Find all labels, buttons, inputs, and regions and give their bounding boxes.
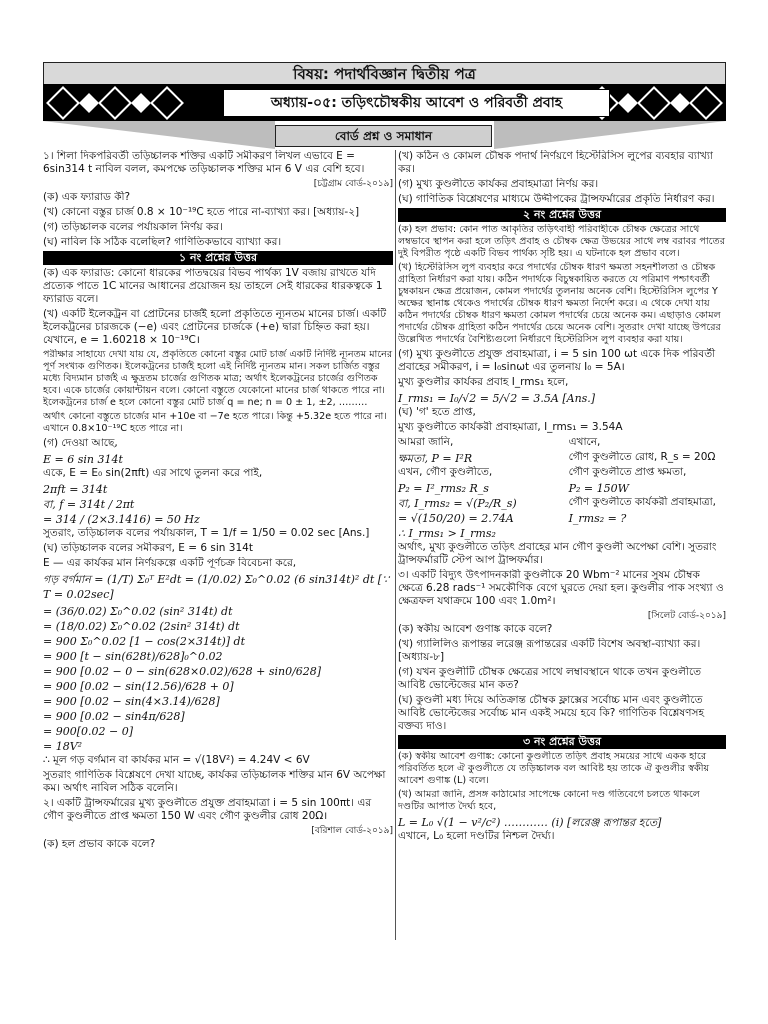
math-line: = 900 [0.02 − sin(4×3.14)/628] [43, 695, 220, 708]
question-3-source: [সিলেট বোর্ড-২০১৯] [647, 611, 726, 621]
calc-left-line: আমরা জানি, [398, 436, 454, 448]
math-line: = 314 / (2×3.1416) = 50 Hz [43, 513, 200, 526]
left-column [43, 150, 393, 853]
subject-title: বিষয়: পদার্থবিজ্ঞান দ্বিতীয় পত্র [43, 62, 726, 86]
answer-1-d-intro: E — এর কার্যকর মান নির্ণয়কল্পে একটি পূর্ণচক্র বিবেচনা করে, [43, 557, 297, 569]
chapter-banner [43, 84, 726, 121]
math-line: = 900 [0.02 − 0 − sin(628×0.02)/628 + sin0/628] [43, 665, 322, 678]
math-line: একে, E = E₀ sin(2πft) এর সাথে তুলনা করে পাই, [43, 467, 263, 479]
question-1-source: [চট্টগ্রাম বোর্ড-২০১৯] [313, 179, 393, 189]
section-title: বোর্ড প্রশ্ন ও সমাধান [275, 125, 492, 147]
math-line: L = L₀ √(1 − v²/c²) ………… (i) [লরেঞ্জ রূপান্তর হতে] [398, 816, 662, 829]
math-line: = 900 [0.02 − sin(12.56)/628 + 0] [43, 680, 234, 693]
q3-part-b: (খ) গ্যালিলিও রূপান্তর লরেঞ্জ রূপান্তরের একটি বিশেষ অবস্থা-ব্যাখ্যা কর। [অধ্যায়-৮] [398, 638, 701, 663]
diamond-ornament-left [49, 84, 181, 121]
calc-right-line: এখানে, [568, 436, 601, 448]
calc-right-line: গৌণ কুণ্ডলীতে কার্যকরী প্রবাহমাত্রা, [568, 496, 717, 508]
question-2: ২। একটি ট্রান্সফর্মারের মুখ্য কুণ্ডলীতে প্রযুক্ত প্রবাহমাত্রা i = 5 sin 100πt। এর গৌণ কুণ্ডলীতে প্রাপ্ত ক্ষমতা 150 W এবং গৌণ কুণ্ডলীর রোধ 20Ω। [43, 797, 372, 822]
answer-2-a: (ক) হল প্রভাব: কোন পাত আকৃতির তড়িৎবাহী পরিবাহীকে চৌম্বক ক্ষেত্রের সাথে লম্বভাবে স্থাপন করা হলে তড়িৎ প্রবাহ ও চৌম্বক ক্ষেত্র উভয়ের সাথে লম্ব বরাবর পাতের দুই বিপরীত পৃষ্ঠে একটি বিভব পার্থক্য সৃষ্টি হয়। এ ঘটনাকে হল প্রভাব বলে। [398, 224, 725, 259]
answer-1-a: (ক) এক ফ্যারাড: কোনো ধারকের পাতদ্বয়ের বিভব পার্থক্য 1V বজায় রাখতে যদি প্রত্যেক পাতে 1C মানের আধানের প্রয়োজন হয় তাহলে সেই ধারকের ধারকত্বকে 1 ফ্যারাড বলে। [43, 267, 383, 305]
answer-1-b-cont: পরীক্ষার সাহায্যে দেখা যায় যে, প্রকৃতিতে কোনো বস্তুর মোট চার্জ একটি নির্দিষ্ট ন্যূনতম মানের পূর্ণ সংখ্যক গুণিতক। ইলেকট্রনের চার্জই হলো এই নির্দিষ্ট ন্যূনতম মান। সকল চার্জিত বস্তুর মধ্যে বিদ্যমান চার্জই এ ক্ষুদ্রতম চার্জের গুণিতক মাত্র; অর্থাৎ ইলেকট্রনের চার্জের গুণিতক হবে। একে চার্জের কোয়ান্টায়ন বলে। কোনো বস্তুতে যেকোনো মানের চার্জ থাকতে পারে না। ইলেকট্রনের চার্জ e হলে কোনো বস্তুর মোট চার্জ q = ne; n = 0 ± 1, ±2, ……… [43, 349, 393, 408]
question-1: ১। শিলা দিকপরিবর্তী তড়িচ্চালক শক্তির একটি সমীকরণ লিখল এভাবে E = 6sin314 t নাবিল বলল, কমপক্ষে তড়িচ্চালক শক্তির মান 6 V এর বেশি হবে। [43, 150, 365, 175]
math-line: = 18V² [43, 740, 83, 753]
answer-2-c-line: মুখ্য কুণ্ডলীর কার্যকর প্রবাহ I_rms₁ হলে, [398, 376, 569, 388]
calc-left-line: বা, I_rms₂ = √(P₂/R_s) [398, 497, 517, 510]
q2-part-d: (ঘ) গাণিতিক বিশ্লেষণের মাধ্যমে উদ্দীপকের ট্রান্সফর্মারের প্রকৃতি নির্ধারণ কর। [398, 193, 715, 205]
q2-part-a: (ক) হল প্রভাব কাকে বলে? [43, 838, 156, 850]
math-line: I_rms₁ = I₀/√2 = 5/√2 = 3.5A [Ans.] [398, 392, 596, 405]
math-line: = 900[0.02 − 0] [43, 725, 133, 738]
column-divider [395, 150, 396, 940]
q1-part-b: (খ) কোনো বস্তুর চার্জ 0.8 × 10⁻¹⁹C হতে পারে না-ব্যাখ্যা কর। [অধ্যায়-২] [43, 206, 360, 218]
calc-right-line: গৌণ কুণ্ডলীতে প্রাপ্ত ক্ষমতা, [568, 466, 687, 478]
math-line: E = 6 sin 314t [43, 453, 123, 466]
answer-1-conclusion: সুতরাং গাণিতিক বিশ্লেষণে দেখা যাচ্ছে, কার্যকর তড়িচ্চালক শক্তির মান 6V অপেক্ষা কম। অর্থাৎ নাবিল সঠিক বলেনি। [43, 769, 386, 794]
right-column [398, 150, 726, 845]
answer-2-conclusion: অর্থাৎ, মুখ্য কুণ্ডলীতে তড়িৎ প্রবাহের মান গৌণ কুণ্ডলী অপেক্ষা বেশি। সুতরাং ট্রান্সফর্মারটি স্টেপ আপ ট্রান্সফর্মার। [398, 541, 717, 566]
answer-2-c: (গ) মুখ্য কুণ্ডলীতে প্রযুক্ত প্রবাহমাত্রা, i = 5 sin 100 ωt একে দিক পরিবর্তী প্রবাহের সমীকরণ, i = I₀sinωt এর তুলনায় I₀ = 5A। [398, 348, 716, 373]
q3-part-a: (ক) স্বকীয় আবেশ গুণাঙ্ক কাকে বলে? [398, 623, 553, 635]
answer-3-heading: ৩ নং প্রশ্নের উত্তর [398, 735, 726, 749]
math-line: 2πft = 314t [43, 483, 108, 496]
answer-1-b: (খ) একটি ইলেকট্রন বা প্রোটনের চার্জই হলো প্রকৃতিতে ন্যূনতম মানের চার্জ। একটি ইলেকট্রনের চারজকে (−e) এবং প্রোটনের চার্জকে (+e) দ্বারা চিহ্নিত করা হয়। যেখানে, e = 1.60218 × 10⁻¹⁹C। [43, 308, 387, 346]
q2-part-c: (গ) মুখ্য কুণ্ডলীতে কার্যকর প্রবাহমাত্রা নির্ণয় কর। [398, 178, 599, 190]
math-line: ∴ মূল গড় বর্গমান বা কার্যকর মান = √(18V²) = 4.24V < 6V [43, 754, 310, 766]
math-line: = (18/0.02) Σ₀^0.02 (2sin² 314t) dt [43, 620, 240, 633]
q1-part-c: (গ) তড়িচ্চালক বলের পর্যায়কাল নির্ণয় কর। [43, 221, 223, 233]
math-line: বা, f = 314t / 2πt [43, 498, 135, 511]
q1-part-d: (ঘ) নাবিল কি সঠিক বলেছিল? গাণিতিকভাবে ব্যাখ্যা কর। [43, 236, 282, 248]
answer-1-b-end: অর্থাৎ কোনো বস্তুতে চার্জের মান +10e বা −7e হতে পারে। কিন্তু +5.32e হতে পারে না। এখানে 0.8×10⁻¹⁹C হতে পারে না। [43, 411, 387, 434]
answer-1-d: (ঘ) তড়িচ্চালক বলের সমীকরণ, E = 6 sin 314t [43, 542, 253, 554]
math-line: = 900 Σ₀^0.02 [1 − cos(2×314t)] dt [43, 635, 245, 648]
calc-right-line: গৌণ কুণ্ডলীতে রোধ, R_s = 20Ω [568, 451, 716, 463]
question-3: ৩। একটি বিদ্যুৎ উৎপাদনকারী কুণ্ডলীকে 20 Wbm⁻² মানের সুষম চৌম্বক ক্ষেত্রে 6.28 rads⁻¹ সমকৌণিক বেগে ঘুরতে দেয়া হল। কুণ্ডলীর পাক সংখ্যা ও ক্ষেত্রফল যথাক্রমে 100 এবং 1.0m²। [398, 569, 724, 607]
calc-right-line: P₂ = 150W [568, 482, 629, 495]
answer-1-heading: ১ নং প্রশ্নের উত্তর [43, 251, 393, 265]
math-line: ∴ I_rms₁ > I_rms₂ [398, 527, 496, 540]
math-line: গড় বর্গমান = (1/T) Σ₀ᵀ E²dt = (1/0.02) Σ₀^0.02 (6 sin314t)² dt [∵ T = 0.02sec] [43, 573, 390, 601]
answer-3-a: (ক) স্বকীয় আবেশ গুণাঙ্ক: কোনো কুণ্ডলীতে তড়িৎ প্রবাহ সময়ের সাথে একক হারে পরিবর্তিত হলে ঐ কুণ্ডলীতে যে তড়িচ্চালক বল আবিষ্ট হয় তাকে ঐ কুণ্ডলীর স্বকীয় আবেশ গুণাঙ্ক (L) বলে। [398, 751, 710, 786]
calculation-grid [398, 436, 726, 526]
answer-3-b: (খ) আমরা জানি, প্রসঙ্গ কাঠামোর সাপেক্ষে কোনো দণ্ড গতিবেগে চলতে থাকলে দণ্ডটির আপাত দৈর্ঘ্য হবে, [398, 789, 700, 812]
chapter-title: অধ্যায়-০৫: তড়িৎচৌম্বকীয় আবেশ ও পরিবর্তী প্রবাহ [223, 89, 610, 117]
q3-part-c: (গ) যখন কুণ্ডলীটি চৌম্বক ক্ষেত্রের সাথে লম্বাবস্থানে থাকে তখন কুণ্ডলীতে আবিষ্ট ভোল্টেজের মান কত? [398, 666, 702, 691]
calc-left-line: ক্ষমতা, P = I²R [398, 452, 473, 465]
answer-2-b: (খ) হিস্টেরিসিস লুপ ব্যবহার করে পদার্থের চৌম্বক ধারণ ক্ষমতা সহনশীলতা ও চৌম্বক গ্রাহিতা নির্ধারণ করা যায়। কঠিন পদার্থকে বিচুম্বকায়িত করতে যে পরিমাণ পশ্চাৎবর্তী চুম্বকায়ন ক্ষেত্র প্রয়োজন, কোমল পদার্থের তুলনায় অনেক বেশি। হিস্টেরিসিস লুপের Y অক্ষের স্থানাঙ্ক থেকেও পদার্থের চৌম্বক ধারণ ক্ষমতা নির্দেশ করে। এ থেকে দেখা যায় কঠিন পদার্থের চৌম্বক ধারণ ক্ষমতা কোমল পদার্থের চেয়ে অনেক কম। এছাড়াও কোমল পদার্থের চৌম্বক গ্রাহিতা কঠিন পদার্থের চেয়ে অনেক বেশি। সুতরাং দেখা যাচ্ছে উপরের উল্লেখিত পদার্থের বৈশিষ্ট্যগুলো নির্ধারণে হিস্টেরিসিস লুপ ব্যবহার করা যায়। [398, 262, 721, 345]
math-line: = 900 [0.02 − sin4π/628] [43, 710, 185, 723]
answer-2-d: (ঘ) 'গ' হতে প্রাপ্ত, [398, 406, 476, 418]
answer-2-heading: ২ নং প্রশ্নের উত্তর [398, 208, 726, 222]
math-line: = 900 [t − sin(628t)/628]₀^0.02 [43, 650, 223, 663]
calc-left-line: = √(150/20) = 2.74A [398, 512, 514, 525]
answer-2-d-line: মুখ্য কুণ্ডলীতে কার্যকরী প্রবাহমাত্রা, I_rms₁ = 3.54A [398, 421, 623, 433]
question-2-source: [বরিশাল বোর্ড-২০১৯] [311, 826, 393, 836]
q1-part-a: (ক) এক ফ্যারাড কী? [43, 191, 131, 203]
q2-part-b: (খ) কঠিন ও কোমল চৌম্বক পদার্থ নির্ণয়ণে হিস্টেরিসিস লুপের ব্যবহার ব্যাখ্যা কর। [398, 150, 713, 175]
math-line: সুতরাং, তড়িচ্চালক বলের পর্যায়কাল, T = 1/f = 1/50 = 0.02 sec [Ans.] [43, 527, 370, 539]
calc-left-line: P₂ = I²_rms₂ R_s [398, 482, 489, 495]
calc-right-line: I_rms₂ = ? [568, 512, 627, 525]
answer-1-c: (গ) দেওয়া আছে, [43, 437, 118, 449]
q3-part-d: (ঘ) কুণ্ডলী মধ্য দিয়ে অতিক্রান্ত চৌম্বক ফ্লাক্সের সর্বোচ্চ মান এবং কুণ্ডলীতে আবিষ্ট ভোল্টেজের সর্বোচ্চ মান একই সময়ে হবে কি? গাণিতিক বিশ্লেষণসহ বক্তব্য দাও। [398, 694, 704, 732]
calc-left-line: এখন, গৌণ কুণ্ডলীতে, [398, 466, 493, 478]
math-line: = (36/0.02) Σ₀^0.02 (sin² 314t) dt [43, 605, 233, 618]
answer-3-b-end: এখানে, L₀ হলো দণ্ডটির নিশ্চল দৈর্ঘ্য। [398, 830, 555, 842]
